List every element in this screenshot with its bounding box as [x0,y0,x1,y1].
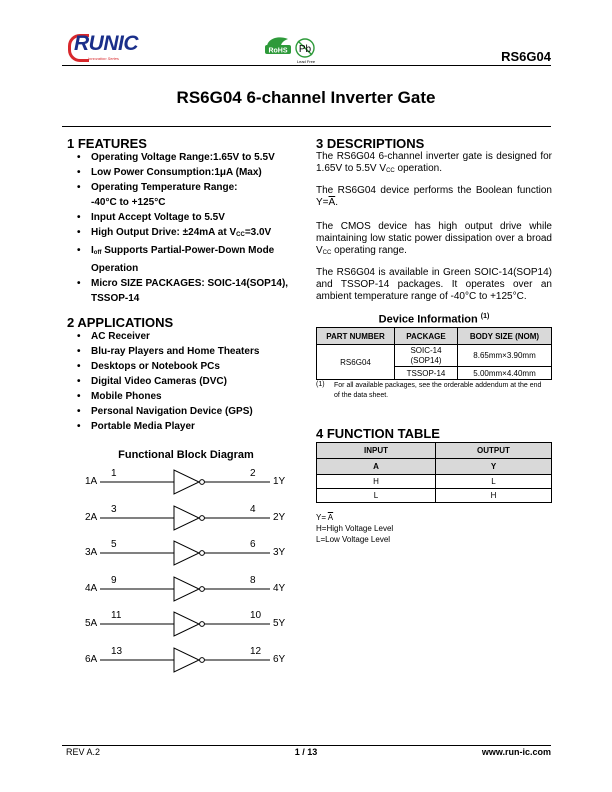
output-pin-name: 2Y [273,512,286,523]
inverter-gate-symbol [100,609,280,639]
rohs-label: RoHS [268,47,288,55]
table-cell: TSSOP-14 [395,367,458,380]
pb-label: Pb [298,44,312,55]
list-item: • Mobile Phones [64,389,314,404]
document-title: RS6G04 6-channel Inverter Gate [176,88,436,107]
table-header: A [317,459,436,475]
output-pin-name: 5Y [273,618,286,629]
input-pin-number: 9 [111,575,117,586]
list-item: • Low Power Consumption:1μA (Max) [64,165,314,180]
list-item: • Micro SIZE PACKAGES: SOIC-14(SOP14), [64,276,314,291]
table-row [317,345,552,367]
list-item-continuation: Operation [91,263,139,274]
description-paragraph: The RS6G04 device performs the Boolean function $Y=\overline{A}$. [316,185,552,208]
table-header: INPUT [317,443,436,459]
table-cell: H [436,489,552,503]
description-paragraph: The RS6G04 is available in Green SOIC-14(SOP14) and TSSOP-14 packages. It operates over an ambient temperature range of -40°C to +125°C. [316,267,552,302]
table-cell: 8.65mm×3.90mm [458,345,552,367]
list-item-continuation: -40°C to +125°C [91,197,166,208]
input-pin-name: 6A [85,654,98,665]
list-item: • Digital Video Cameras (DVC) [64,374,314,389]
output-pin-number: 2 [250,468,256,479]
legend-line: H=High Voltage Level [316,524,394,533]
table-row [317,475,552,489]
output-pin-number: 12 [250,646,262,657]
device-info-table [316,327,552,380]
table-cell: SOIC-14 (SOP14) [395,345,458,367]
table-cell: L [317,489,436,503]
header-part-number: RS6G04 [501,49,551,64]
function-legend [316,512,393,545]
features-list [64,150,314,306]
input-pin-number: 11 [111,610,122,621]
table-row [317,489,552,503]
function-table [316,442,552,503]
output-pin-name: 3Y [273,547,286,558]
inverter-gate-symbol [100,538,280,568]
list-item: • AC Receiver [64,329,314,344]
company-logo [68,28,148,68]
legend-line: L=Low Voltage Level [316,535,391,544]
table-header: PART NUMBER [317,328,395,345]
features-heading: 1 FEATURES [67,136,147,151]
logo-tagline: Innovation Series [88,56,119,61]
applications-list [64,329,314,434]
list-item: • Blu-ray Players and Home Theaters [64,344,314,359]
input-pin-number: 5 [111,539,117,550]
output-pin-name: 4Y [273,583,286,594]
list-item: • Operating Voltage Range:1.65V to 5.5V [64,150,314,165]
boolean-equation: $Y= \overline{A}$ [316,513,334,522]
footer-website-link[interactable]: www.run-ic.com [481,747,551,757]
description-paragraph: The CMOS device has high output drive while maintaining low static power dissipation over a broad $V_{CC}$ operating range. [316,221,552,256]
function-table-heading: 4 FUNCTION TABLE [316,426,440,441]
table-header: OUTPUT [436,443,552,459]
output-pin-number: 4 [250,504,256,515]
table-cell: 5.00mm×4.40mm [458,367,552,380]
footer-page-number: 1 / 13 [294,747,318,757]
list-item: • Desktops or Notebook PCs [64,359,314,374]
input-pin-name: 4A [85,583,98,594]
input-pin-number: 3 [111,504,117,515]
output-pin-number: 10 [250,610,262,621]
table-cell: RS6G04 [317,345,395,380]
table-cell: L [436,475,552,489]
descriptions-heading: 3 DESCRIPTIONS [316,136,425,151]
list-item: • Input Accept Voltage to 5.5V [64,210,314,225]
rohs-icon [264,35,292,59]
applications-heading: 2 APPLICATIONS [67,315,174,330]
inverter-gate-symbol [100,467,280,497]
list-item: • Personal Navigation Device (GPS) [64,404,314,419]
input-pin-number: 13 [111,646,123,657]
table-header: BODY SIZE (NOM) [458,328,552,345]
list-item-continuation: TSSOP-14 [91,293,140,304]
lead-free-icon [292,37,320,65]
output-pin-number: 6 [250,539,256,550]
title-rule [62,126,551,127]
header-rule [62,65,551,66]
footnote-text: For all available packages, see the orderable addendum at the end of the data sheet. [334,382,542,399]
description-paragraph: The RS6G04 6-channel inverter gate is designed for 1.65V to 5.5V $V_{CC}$ operation. [316,151,552,174]
list-item: • Operating Temperature Range: [64,180,314,195]
inverter-gate-symbol [100,503,280,533]
footer-rule [62,745,551,746]
output-pin-number: 8 [250,575,256,586]
input-pin-name: 2A [85,512,98,523]
table-cell: H [317,475,436,489]
input-pin-name: 1A [85,476,98,487]
footnote-number: (1) [316,381,325,388]
block-diagram-title: Functional Block Diagram [118,449,254,461]
list-item: • $I_{off}$ Supports Partial-Power-Down Mode [64,243,314,261]
table-header: Y [436,459,552,475]
lead-free-caption: Lead Free [296,59,316,64]
input-pin-name: 3A [85,547,98,558]
output-pin-name: 1Y [273,476,286,487]
logo-text: RUNIC [74,32,138,55]
inverter-gate-symbol [100,645,280,675]
input-pin-name: 5A [85,618,98,629]
footer-revision: REV A.2 [66,747,101,757]
list-item: • High Output Drive: ±24mA at $V_{CC}=3.0V$ [64,225,314,243]
inverter-gate-symbol [100,574,280,604]
table-header: PACKAGE [395,328,458,345]
output-pin-name: 6Y [273,654,286,665]
list-item: • Portable Media Player [64,419,314,434]
input-pin-number: 1 [111,468,117,479]
device-info-title: Device Information $^{(1)}$ [378,313,490,326]
